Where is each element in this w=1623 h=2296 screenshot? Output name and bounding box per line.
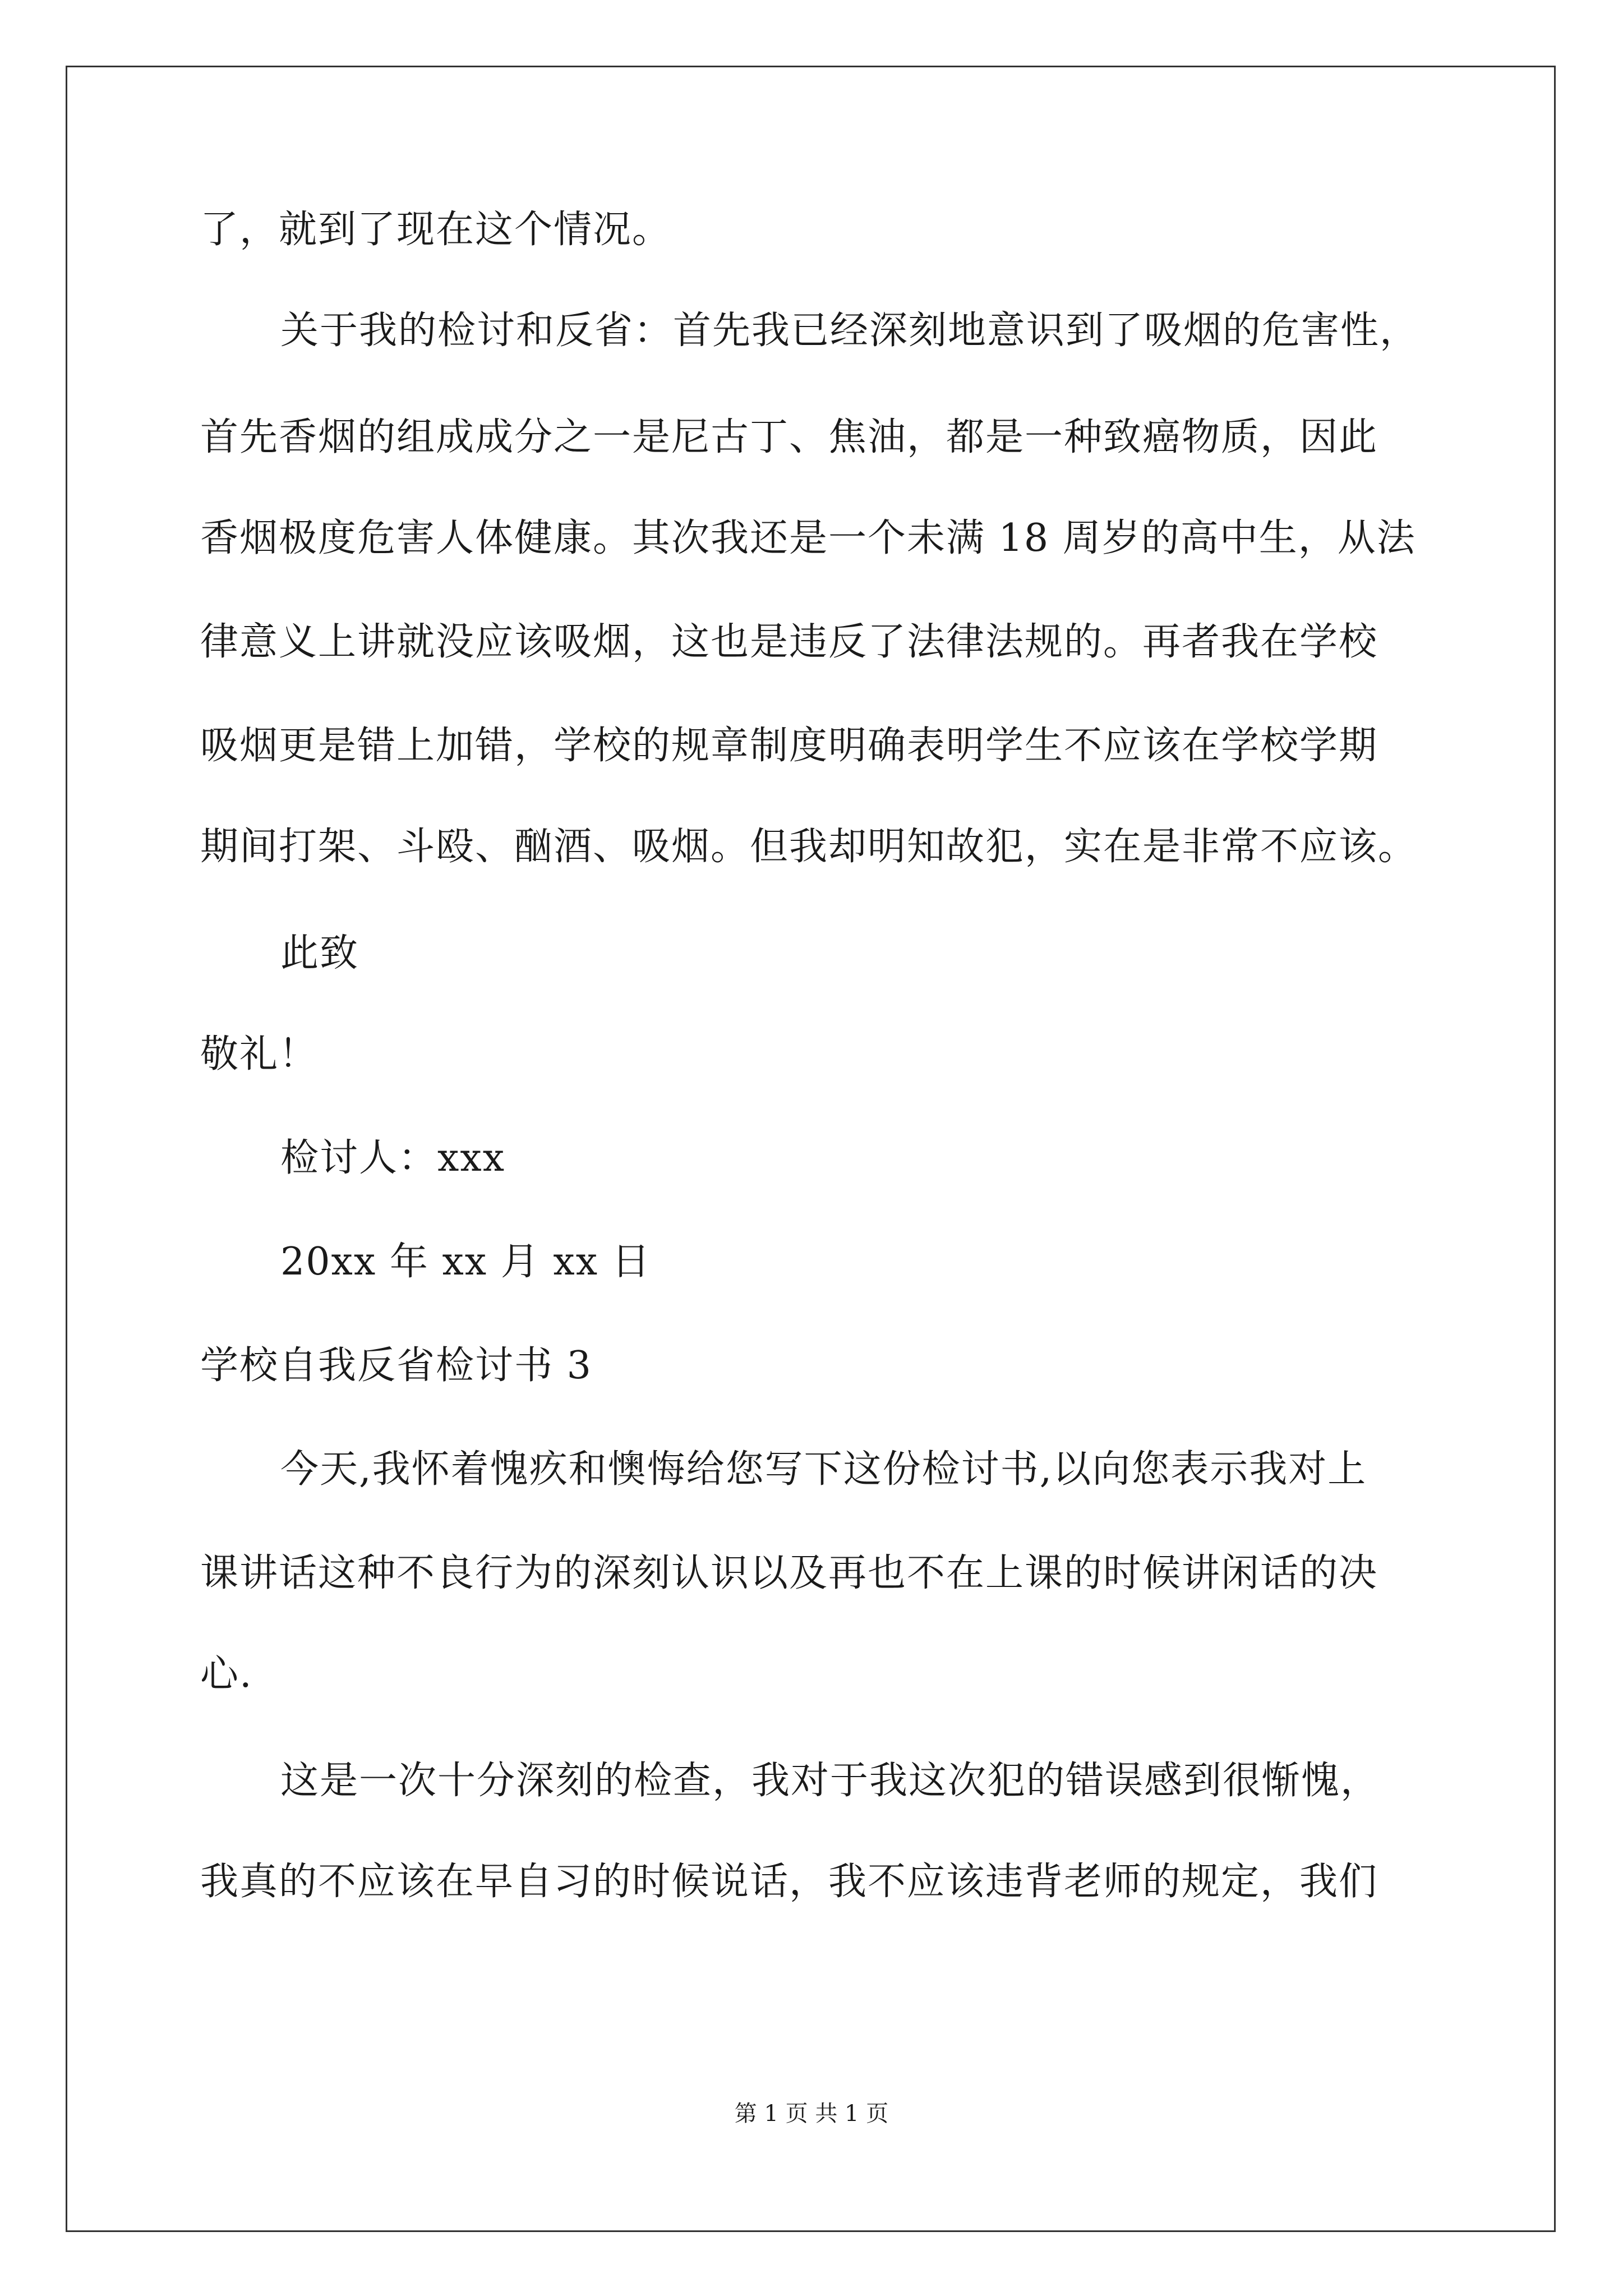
text-line: 关于我的检讨和反省：首先我已经深刻地意识到了吸烟的危害性，	[280, 309, 1419, 353]
text-line: 期间打架、斗殴、酗酒、吸烟。但我却明知故犯，实在是非常不应该。	[200, 825, 1418, 869]
text-line: 今天,我怀着愧疚和懊悔给您写下这份检讨书,以向您表示我对上	[280, 1447, 1367, 1492]
text-line: 这是一次十分深刻的检查，我对于我这次犯的错误感到很惭愧，	[280, 1759, 1380, 1803]
text-line: 课讲话这种不良行为的深刻认识以及再也不在上课的时候讲闲话的决	[200, 1551, 1378, 1595]
salutation-line: 敬礼！	[200, 1032, 319, 1076]
text-line: 首先香烟的组成成分之一是尼古丁、焦油，都是一种致癌物质，因此	[200, 415, 1378, 459]
page-footer: 第 1 页 共 1 页	[734, 2101, 889, 2127]
text-line: 了，就到了现在这个情况。	[200, 208, 672, 252]
text-line: 律意义上讲就没应该吸烟，这也是违反了法律法规的。再者我在学校	[200, 620, 1378, 664]
date-line: 20xx 年 xx 月 xx 日	[280, 1240, 651, 1284]
signature-line: 检讨人：xxx	[280, 1136, 506, 1180]
text-line: 吸烟更是错上加错，学校的规章制度明确表明学生不应该在学校学期	[200, 724, 1378, 768]
section-heading: 学校自我反省检讨书 3	[200, 1343, 592, 1388]
text-line: 香烟极度危害人体健康。其次我还是一个未满 18 周岁的高中生，从法	[200, 516, 1416, 560]
salutation-line: 此致	[280, 931, 359, 976]
text-line: 心.	[200, 1652, 253, 1696]
text-line: 我真的不应该在早自习的时候说话，我不应该违背老师的规定，我们	[200, 1860, 1378, 1904]
